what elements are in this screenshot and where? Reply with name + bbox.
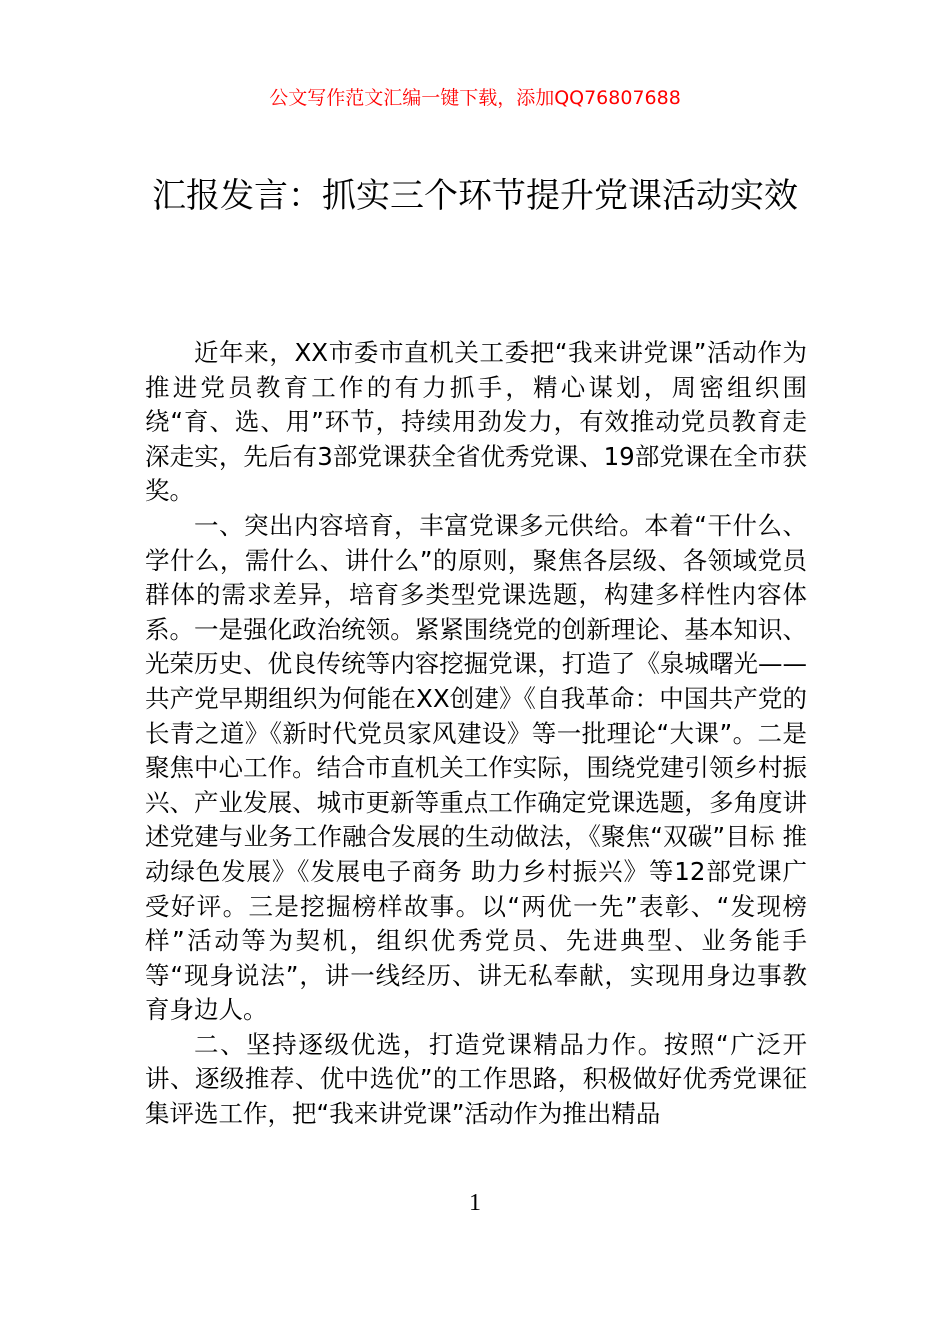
paragraph-intro: 近年来，XX市委市直机关工委把“我来讲党课”活动作为推进党员教育工作的有力抓手，精心谋划，周密组织围绕“育、选、用”环节，持续用劲发力，有效推动党员教育走深走实，先后有3部党课获全省优秀党课、19部党课在全市获奖。 xyxy=(145,338,807,506)
document-body xyxy=(145,336,807,1132)
paragraph-section-two: 二、坚持逐级优选，打造党课精品力作。按照“广泛开讲、逐级推荐、优中选优”的工作思路，积极做好优秀党课征集评选工作，把“我来讲党课”活动作为推出精品 xyxy=(145,1029,807,1129)
header-note: 公文写作范文汇编一键下载，添加QQ76807688 xyxy=(269,87,681,109)
page-number: 1 xyxy=(469,1190,481,1216)
document-title: 汇报发言：抓实三个环节提升党课活动实效 xyxy=(152,176,798,216)
paragraph-section-one: 一、突出内容培育，丰富党课多元供给。本着“干什么、学什么，需什么、讲什么”的原则，聚焦各层级、各领域党员群体的需求差异，培育多类型党课选题，构建多样性内容体系。一是强化政治统领。紧紧围绕党的创新理论、基本知识、光荣历史、优良传统等内容挖掘党课，打造了《泉城曙光——共产党早期组织为何能在XX创建》《自我革命：中国共产党的长青之道》《新时代党员家风建设》等一批理论“大课”。二是聚焦中心工作。结合市直机关工作实际，围绕党建引领乡村振兴、产业发展、城市更新等重点工作确定党课选题，多角度讲述党建与业务工作融合发展的生动做法，《聚焦“双碳”目标 推动绿色发展》《发展电子商务 助力乡村振兴》等12部党课广受好评。三是挖掘榜样故事。以“两优一先”表彰、“发现榜样”活动等为契机，组织优秀党员、先进典型、业务能手等“现身说法”，讲一线经历、讲无私奉献，实现用身边事教育身边人。 xyxy=(145,510,807,1025)
